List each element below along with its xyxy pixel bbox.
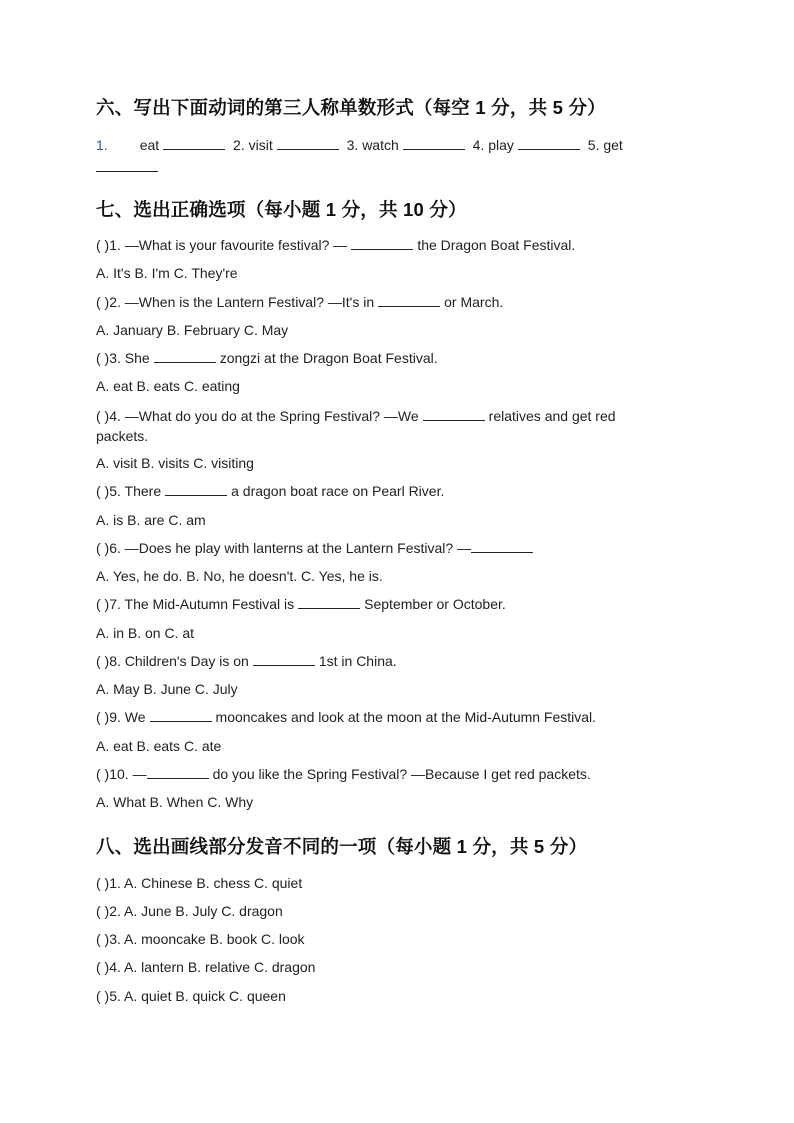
section6-number: 1. xyxy=(96,137,108,153)
answer-blank[interactable] xyxy=(163,137,225,150)
verb-eat: eat xyxy=(139,137,160,153)
pronunciation-item-4: ( )4. A. lantern B. relative C. dragon xyxy=(96,959,316,975)
section7-heading: 七、选出正确选项（每小题 1 分，共 10 分） xyxy=(96,199,467,220)
options-5: A. is B. are C. am xyxy=(96,512,206,528)
answer-blank[interactable] xyxy=(147,766,209,779)
verb-get: 5. get xyxy=(587,137,623,153)
answer-blank[interactable] xyxy=(150,709,212,722)
question-5: ( )5. There a dragon boat race on Pearl River. xyxy=(96,483,445,499)
options-7: A. in B. on C. at xyxy=(96,625,195,641)
answer-blank[interactable] xyxy=(165,483,227,496)
pronunciation-item-2: ( )2. A. June B. July C. dragon xyxy=(96,903,283,919)
options-10: A. What B. When C. Why xyxy=(96,794,254,810)
options-9: A. eat B. eats C. ate xyxy=(96,738,222,754)
verb-play: 4. play xyxy=(472,137,514,153)
verb-watch: 3. watch xyxy=(346,137,399,153)
answer-blank[interactable] xyxy=(298,596,360,609)
question-6: ( )6. —Does he play with lanterns at the Lantern Festival? — xyxy=(96,540,537,556)
answer-blank[interactable] xyxy=(423,408,485,421)
options-8: A. May B. June C. July xyxy=(96,681,238,697)
answer-blank[interactable] xyxy=(154,350,216,363)
answer-blank[interactable] xyxy=(96,159,158,172)
pronunciation-item-1: ( )1. A. Chinese B. chess C. quiet xyxy=(96,875,303,891)
options-6: A. Yes, he do. B. No, he doesn't. C. Yes, he is. xyxy=(96,568,383,584)
options-2: A. January B. February C. May xyxy=(96,322,289,338)
answer-blank[interactable] xyxy=(277,137,339,150)
answer-blank[interactable] xyxy=(378,294,440,307)
pronunciation-item-5: ( )5. A. quiet B. quick C. queen xyxy=(96,988,286,1004)
answer-blank[interactable] xyxy=(471,540,533,553)
answer-blank[interactable] xyxy=(518,137,580,150)
section6-items xyxy=(96,134,644,178)
question-7: ( )7. The Mid-Autumn Festival is September or October. xyxy=(96,596,506,612)
answer-blank[interactable] xyxy=(253,653,315,666)
verb-visit: 2. visit xyxy=(233,137,273,153)
question-4: ( )4. —What do you do at the Spring Festival? —We relatives and get red packets. xyxy=(96,408,616,444)
question-10: ( )10. — do you like the Spring Festival? —Because I get red packets. xyxy=(96,766,591,782)
question-9: ( )9. We mooncakes and look at the moon at the Mid-Autumn Festival. xyxy=(96,709,597,725)
section8-heading: 八、选出画线部分发音不同的一项（每小题 1 分，共 5 分） xyxy=(96,836,588,857)
answer-blank[interactable] xyxy=(351,237,413,250)
question-1: ( )1. —What is your favourite festival? — the Dragon Boat Festival. xyxy=(96,237,576,253)
options-1: A. It's B. I'm C. They're xyxy=(96,265,238,281)
options-4: A. visit B. visits C. visiting xyxy=(96,455,254,471)
question-3: ( )3. She zongzi at the Dragon Boat Festival. xyxy=(96,350,438,366)
options-3: A. eat B. eats C. eating xyxy=(96,378,240,394)
question-8: ( )8. Children's Day is on 1st in China. xyxy=(96,653,397,669)
pronunciation-item-3: ( )3. A. mooncake B. book C. look xyxy=(96,931,305,947)
answer-blank[interactable] xyxy=(403,137,465,150)
question-2: ( )2. —When is the Lantern Festival? —It's in or March. xyxy=(96,294,504,310)
section6-heading: 六、写出下面动词的第三人称单数形式（每空 1 分，共 5 分） xyxy=(96,97,606,118)
